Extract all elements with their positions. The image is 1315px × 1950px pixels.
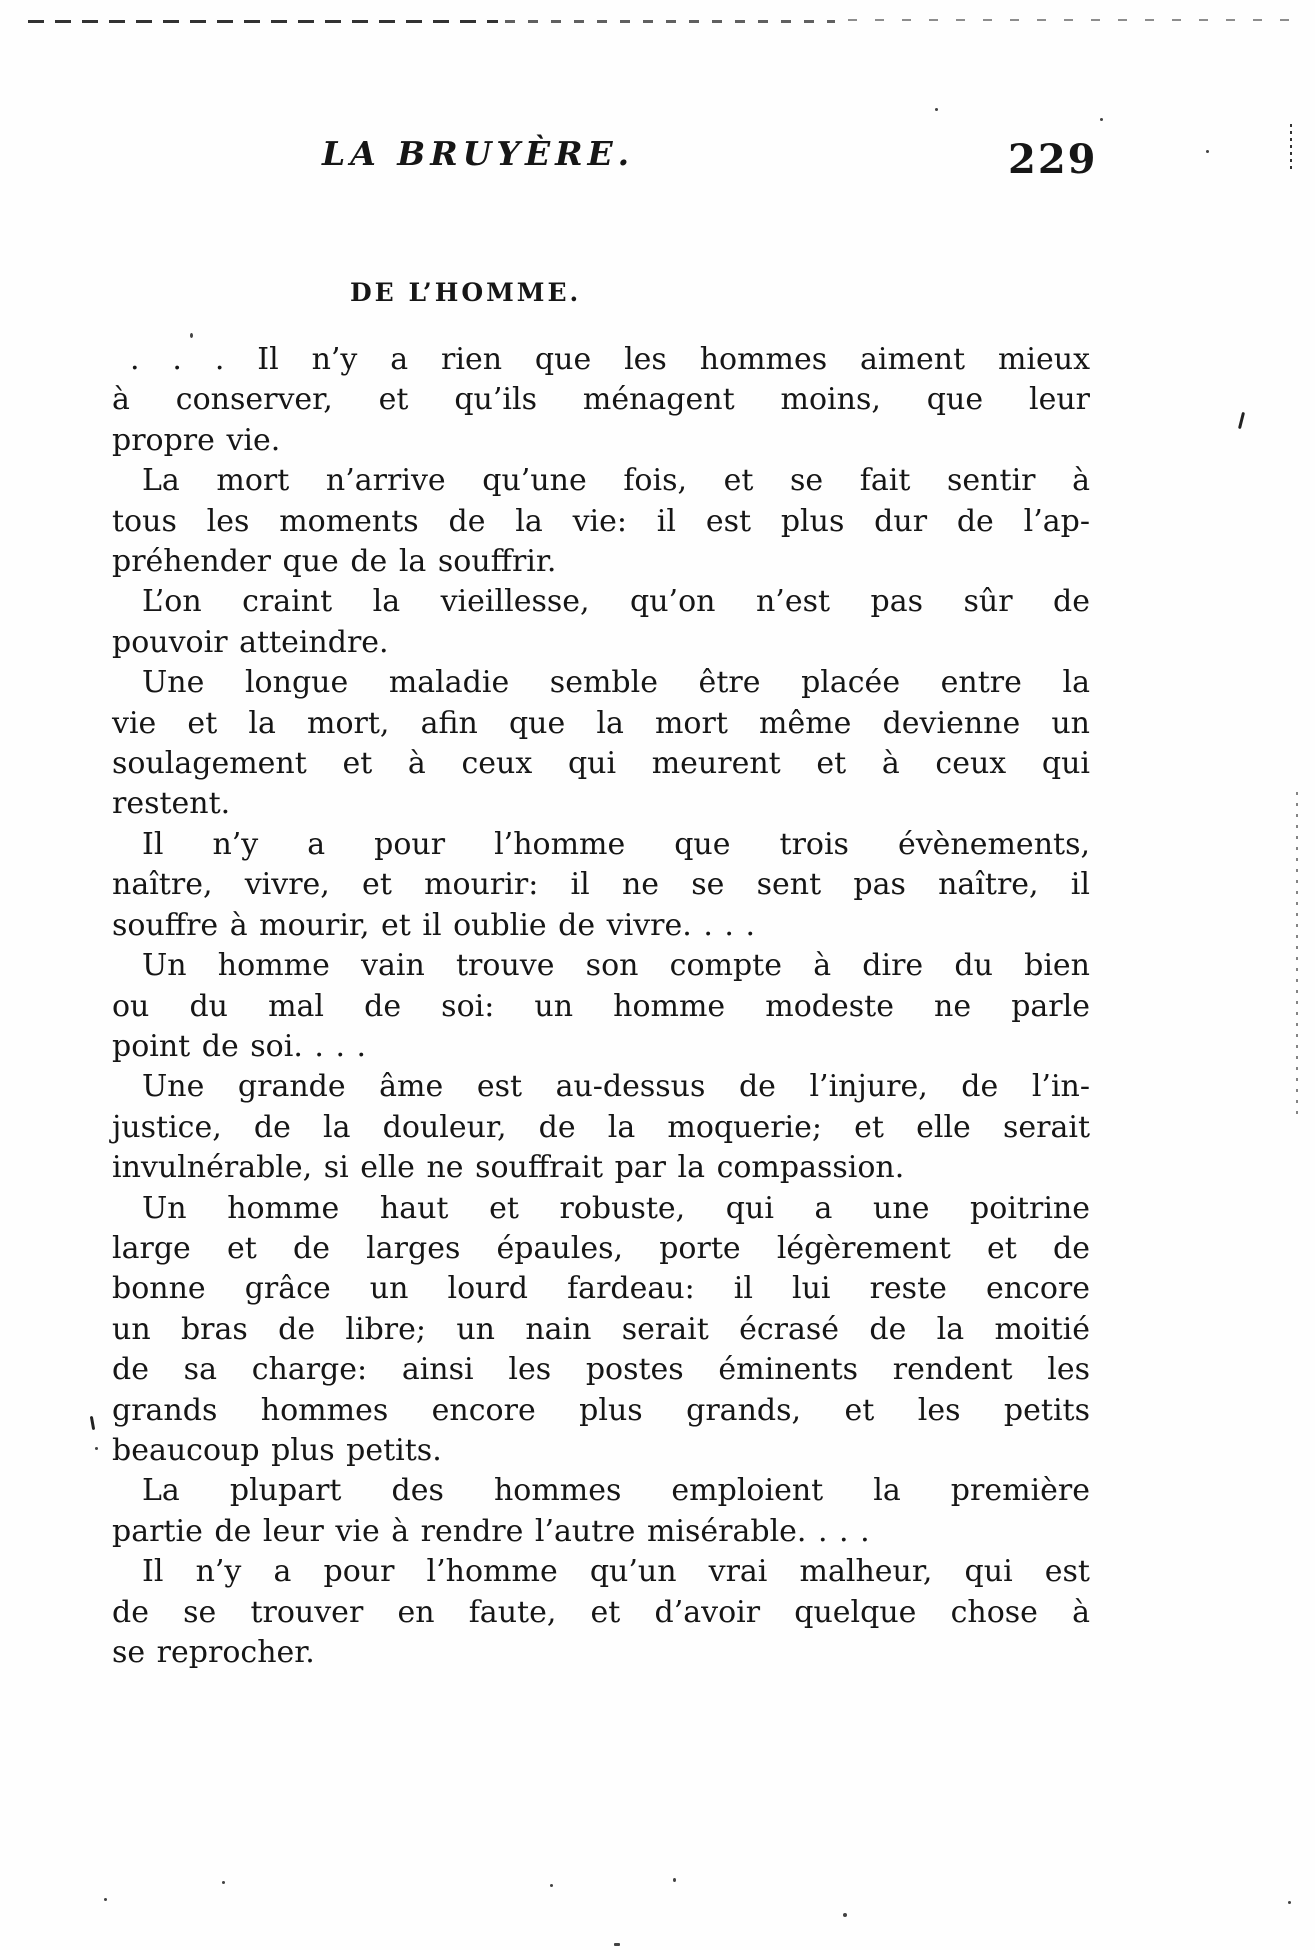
section-heading: DE L’HOMME.: [350, 278, 582, 307]
text-line: Un homme vain trouve son compte à dire du bien: [142, 948, 1090, 984]
text-line: beaucoup plus petits.: [112, 1432, 442, 1468]
paragraph: [112, 946, 1090, 1067]
text-line: ou du mal de soi: un homme modeste ne parle: [112, 988, 1090, 1024]
text-line: Une longue maladie semble être placée entre la: [142, 665, 1090, 701]
scan-speck: [190, 333, 193, 338]
text-line: Il n’y a pour l’homme qu’un vrai malheur, qui est: [142, 1554, 1090, 1590]
text-line: La mort n’arrive qu’une fois, et se fait sentir à: [142, 463, 1090, 499]
text-line: point de soi. . . .: [112, 1028, 367, 1064]
scan-speck: [550, 1884, 553, 1887]
scan-speck: [673, 1878, 676, 1882]
paragraph: [112, 1067, 1090, 1188]
text-line: bonne grâce un lourd fardeau: il lui reste encore: [112, 1271, 1090, 1307]
text-line: grands hommes encore plus grands, et les petits: [112, 1392, 1090, 1428]
text-line: Un homme haut et robuste, qui a une poitrine: [142, 1190, 1090, 1226]
scan-dash-line: [848, 19, 1290, 21]
paragraph: [112, 1471, 1090, 1552]
text-line: vie et la mort, afin que la mort même devienne un: [112, 705, 1090, 741]
paragraph: [112, 663, 1090, 825]
scan-speck: [90, 1416, 95, 1430]
scan-dash-line: [28, 20, 498, 23]
scan-speck: [843, 1913, 847, 1917]
scan-speck: [1206, 150, 1209, 153]
scan-speck: [1238, 412, 1245, 429]
scan-speck: [222, 1881, 225, 1884]
text-line: . . . Il n’y a rien que les hommes aiment mieux: [130, 342, 1090, 377]
text-line: invulnérable, si elle ne souffrait par la compassion.: [112, 1150, 905, 1186]
text-line: large et de larges épaules, porte légèrement et de: [112, 1230, 1090, 1266]
paragraph: [112, 1552, 1090, 1673]
scan-dotted-vertical: [1296, 792, 1298, 1122]
text-line: naître, vivre, et mourir: il ne se sent pas naître, il: [112, 867, 1090, 903]
scan-speck: [1100, 118, 1103, 121]
page-number: 229: [1008, 136, 1098, 183]
text-line: Il n’y a pour l’homme que trois évènements,: [142, 826, 1090, 862]
paragraph: [112, 340, 1090, 461]
scan-speck: [95, 1447, 98, 1450]
text-line: se reprocher.: [112, 1635, 315, 1670]
paragraph: [112, 1189, 1090, 1472]
text-line: préhender que de la souffrir.: [112, 544, 557, 580]
text-line: justice, de la douleur, de la moquerie; et elle serait: [112, 1109, 1090, 1145]
running-title: LA BRUYÈRE.: [322, 134, 635, 173]
body-text: [112, 340, 1090, 1673]
text-line: de sa charge: ainsi les postes éminents rendent les: [112, 1352, 1090, 1388]
text-line: La plupart des hommes emploient la première: [142, 1473, 1090, 1509]
scan-speck: [614, 1943, 620, 1946]
paragraph: [112, 825, 1090, 946]
text-line: souffre à mourir, et il oublie de vivre. . . .: [112, 907, 755, 943]
text-line: un bras de libre; un nain serait écrasé de la moitié: [112, 1311, 1090, 1347]
text-line: Une grande âme est au-dessus de l’injure, de l’in-: [142, 1069, 1090, 1105]
text-line: propre vie.: [112, 422, 281, 458]
paragraph: [112, 582, 1090, 663]
scan-speck: [935, 108, 938, 111]
paragraph: [112, 461, 1090, 582]
scan-dotted-vertical: [1290, 124, 1292, 170]
scan-dash-line: [505, 20, 835, 23]
text-line: partie de leur vie à rendre l’autre misérable. . . .: [112, 1513, 870, 1549]
text-line: pouvoir atteindre.: [112, 624, 389, 660]
text-line: L’on craint la vieillesse, qu’on n’est pas sûr de: [142, 584, 1090, 620]
text-line: de se trouver en faute, et d’avoir quelque chose à: [112, 1594, 1090, 1630]
text-line: tous les moments de la vie: il est plus dur de l’ap-: [112, 503, 1090, 539]
scan-speck: [104, 1898, 107, 1901]
text-line: soulagement et à ceux qui meurent et à ceux qui: [112, 746, 1090, 782]
text-line: restent.: [112, 786, 231, 822]
scan-speck: [1288, 1901, 1291, 1904]
text-line: à conserver, et qu’ils ménagent moins, que leur: [112, 382, 1090, 418]
